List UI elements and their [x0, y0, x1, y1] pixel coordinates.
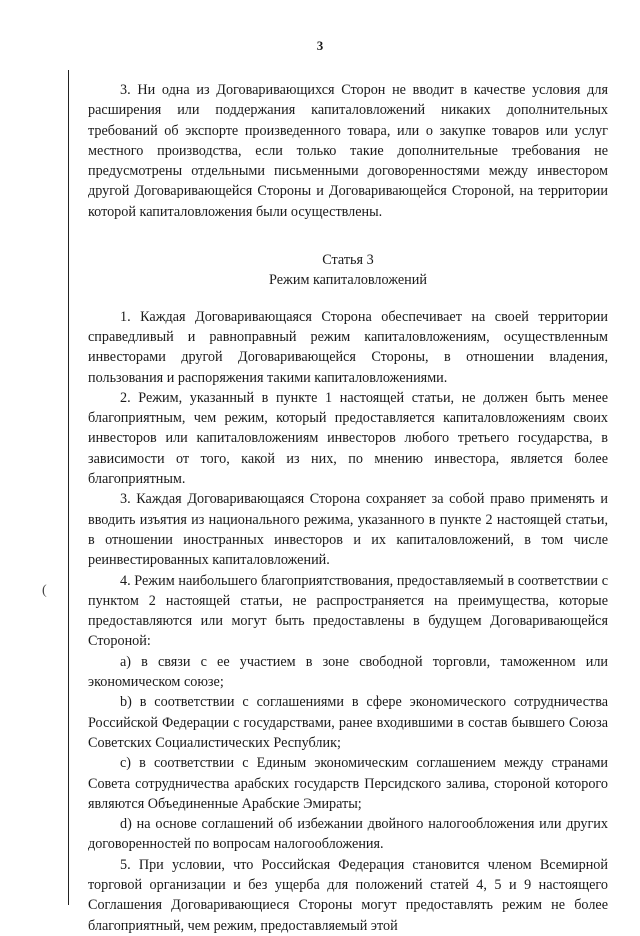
article-number: Статья 3: [322, 252, 374, 269]
paragraph-3: 3. Ни одна из Договаривающихся Сторон не вводит в качестве условия для расширения или поддержания капиталовложений никаких дополнительных требований об экспорте произведенного товара, или о закупке товаров или услуг местного производства, если только такие дополнительные требования не предусмотрены отдельными письменными договоренностями между инвестором другой Договаривающейся Стороны и Договаривающейся Стороной, на территории которой капиталовложения были осуществлены.: [88, 82, 608, 220]
article-item-3: 3. Каждая Договаривающаяся Сторона сохраняет за собой право применять и вводить изъятия из национального режима, указанного в пункте 2 настоящей статьи, в отношении иностранных инвесторов и их капиталовложений, в том числе реинвестированных капиталовложений.: [88, 491, 608, 569]
article-title: Режим капиталовложений: [269, 272, 427, 289]
margin-rule: [68, 70, 69, 905]
article-subitem-a: a) в связи с ее участием в зоне свободной торговли, таможенном или экономическом союзе;: [88, 653, 608, 691]
article-item-1: 1. Каждая Договаривающаяся Сторона обеспечивает на своей территории справедливый и равноправный режим капиталовложениям, осуществленным инвесторами другой Договаривающейся Стороны, в отношении владения, пользования и распоряжения такими капиталовложениями.: [88, 308, 608, 386]
article-subitem-d: d) на основе соглашений об избежании двойного налогообложения или других договоренностей по вопросам налогообложения.: [88, 816, 608, 853]
margin-mark: (: [42, 583, 47, 598]
article-item-2: 2. Режим, указанный в пункте 1 настоящей статьи, не должен быть менее благоприятным, чем режим, который предоставляется капиталовложениям своих инвесторов или капиталовложениям инвесторов любого третьего государства, в зависимости от того, какой из них, по мнению инвестора, является более благоприятным.: [88, 389, 608, 488]
article-subitem-c: c) в соответствии с Единым экономическим соглашением между странами Совета сотрудничества арабских государств Персидского залива, стороной которого являются Объединенные Арабские Эмираты;: [88, 755, 608, 812]
article-subitem-b: b) в соответствии с соглашениями в сфере экономического сотрудничества Российской Федерации с государствами, ранее входившими в состав бывшего Союза Советских Социалистических Республик;: [88, 694, 608, 751]
article-item-5: 5. При условии, что Российская Федерация становится членом Всемирной торговой организации и без ущерба для положений статей 4, 5 и 9 настоящего Соглашения Договаривающиеся Стороны могут предоставлять режим не более благоприятный, чем режим, предоставляемый этой: [88, 856, 608, 934]
article-item-4: 4. Режим наибольшего благоприятствования, предоставляемый в соответствии с пунктом 2 настоящей статьи, не распространяется на преимущества, которые предоставляются или могут быть предоставлены в будущем Договаривающейся Стороной:: [88, 572, 608, 650]
document-body: [88, 80, 608, 936]
page-number: 3: [316, 38, 324, 53]
